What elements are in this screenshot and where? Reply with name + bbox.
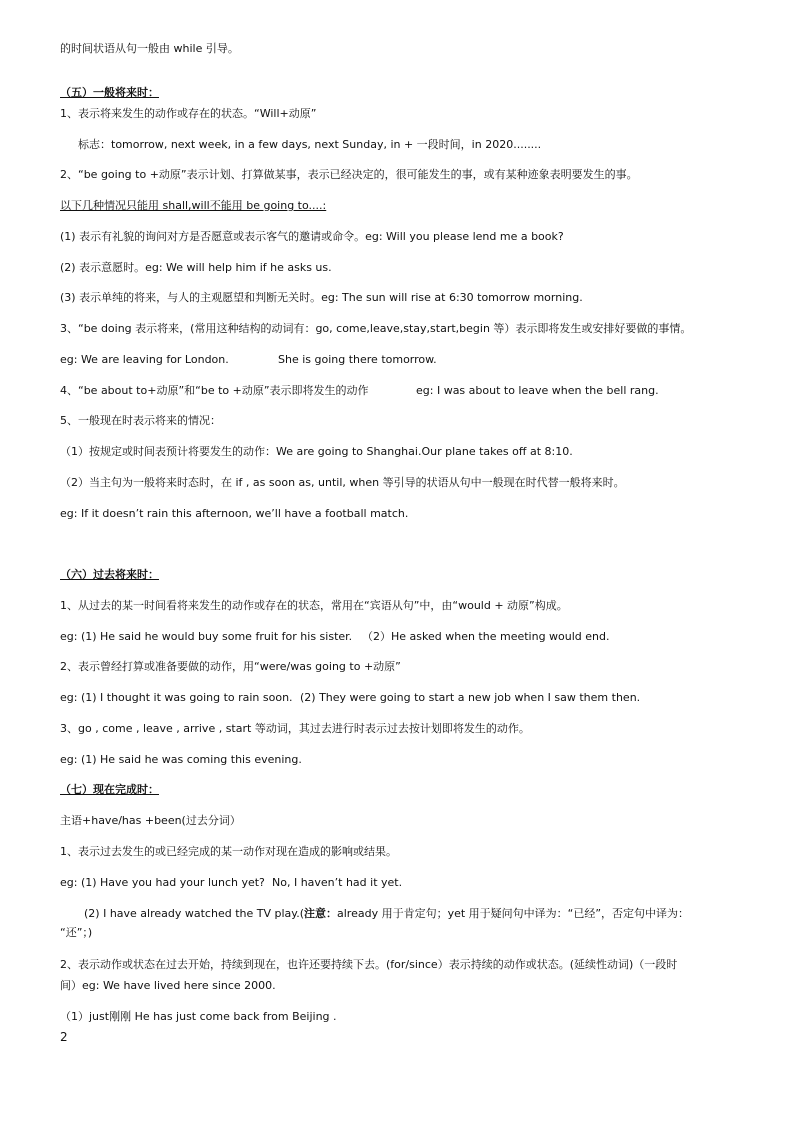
text-span: already 用于肯定句；yet 用于疑问句中译为：“已经”，否定句中译为： (337, 907, 690, 920)
text-line: eg: We are leaving for London. (60, 353, 229, 366)
text-line: eg: (1) He said he was coming this evening. (60, 753, 302, 766)
text-line: （2）He asked when the meeting would end. (362, 630, 610, 643)
section-heading-future: （五）一般将来时： (60, 86, 159, 99)
section-heading-past-future: （六）过去将来时： (60, 568, 159, 581)
text-line: 1、表示将来发生的动作或存在的状态。“Will+动原” (60, 107, 317, 120)
page-number: 2 (60, 1030, 68, 1044)
text-line: 2、表示动作或状态在过去开始，持续到现在，也许还要持续下去。(for/since）表示持续的动作或状态。(延续性动词)（一段时 (60, 958, 678, 971)
text-line: 1、表示过去发生的或已经完成的某一动作对现在造成的影响或结果。 (60, 845, 397, 858)
text-line: 间）eg: We have lived here since 2000. (60, 979, 276, 992)
text-line: (1) 表示有礼貌的询问对方是否愿意或表示客气的邀请或命令。eg: Will you please lend me a book? (60, 230, 564, 243)
text-line: 3、“be doing 表示将来，(常用这种结构的动词有：go, come,leave,stay,start,begin 等）表示即将发生或安排好要做的事情。 (60, 322, 692, 335)
note-label: 注意： (304, 907, 337, 920)
text-line: eg: I was about to leave when the bell rang. (416, 384, 659, 397)
text-line-underlined: 以下几种情况只能用 shall,will不能用 be going to....: (60, 199, 327, 212)
text-span: (2) I have already watched the TV play.( (84, 907, 304, 920)
text-line: 5、一般现在时表示将来的情况： (60, 414, 221, 427)
text-line: eg: (1) Have you had your lunch yet? (60, 876, 265, 889)
text-line: 的时间状语从句一般由 while 引导。 (60, 42, 239, 55)
text-line: (2) They were going to start a new job when I saw them then. (300, 691, 641, 704)
text-line: 4、“be about to+动原”和“be to +动原”表示即将发生的动作 (60, 384, 369, 397)
text-line: 主语+have/has +been(过去分词） (60, 814, 241, 827)
text-line: eg: (1) He said he would buy some fruit for his sister. (60, 630, 353, 643)
text-line: 1、从过去的某一时间看将来发生的动作或存在的状态，常用在“宾语从句”中，由“would + 动原”构成。 (60, 599, 568, 612)
text-line: No, I haven’t had it yet. (272, 876, 403, 889)
text-line: “还”；) (60, 926, 93, 939)
text-line: eg: If it doesn’t rain this afternoon, we’ll have a football match. (60, 507, 409, 520)
text-line: （2）当主句为一般将来时态时，在 if , as soon as, until, when 等引导的状语从句中一般现在时代替一般将来时。 (60, 476, 625, 489)
text-line: 标志：tomorrow, next week, in a few days, next Sunday, in + 一段时间，in 2020........ (78, 138, 542, 151)
text-line: eg: (1) I thought it was going to rain soon. (60, 691, 293, 704)
section-heading-present-perfect: （七）现在完成时： (60, 783, 159, 796)
text-line: （1）just刚刚 He has just come back from Beijing . (60, 1010, 337, 1023)
text-line: She is going there tomorrow. (278, 353, 437, 366)
text-line (84, 907, 689, 921)
text-line: 2、“be going to +动原”表示计划、打算做某事，表示已经决定的，很可能发生的事，或有某种迹象表明要发生的事。 (60, 168, 638, 181)
text-line: 3、go , come , leave , arrive , start 等动词，其过去进行时表示过去按计划即将发生的动作。 (60, 722, 530, 735)
text-line: (2) 表示意愿时。eg: We will help him if he asks us. (60, 261, 332, 274)
text-line: (3) 表示单纯的将来，与人的主观愿望和判断无关时。eg: The sun will rise at 6:30 tomorrow morning. (60, 291, 583, 304)
text-line: 2、表示曾经打算或准备要做的动作，用“were/was going to +动原” (60, 660, 401, 673)
text-line: （1）按规定或时间表预计将要发生的动作：We are going to Shanghai.Our plane takes off at 8:10. (60, 445, 573, 458)
